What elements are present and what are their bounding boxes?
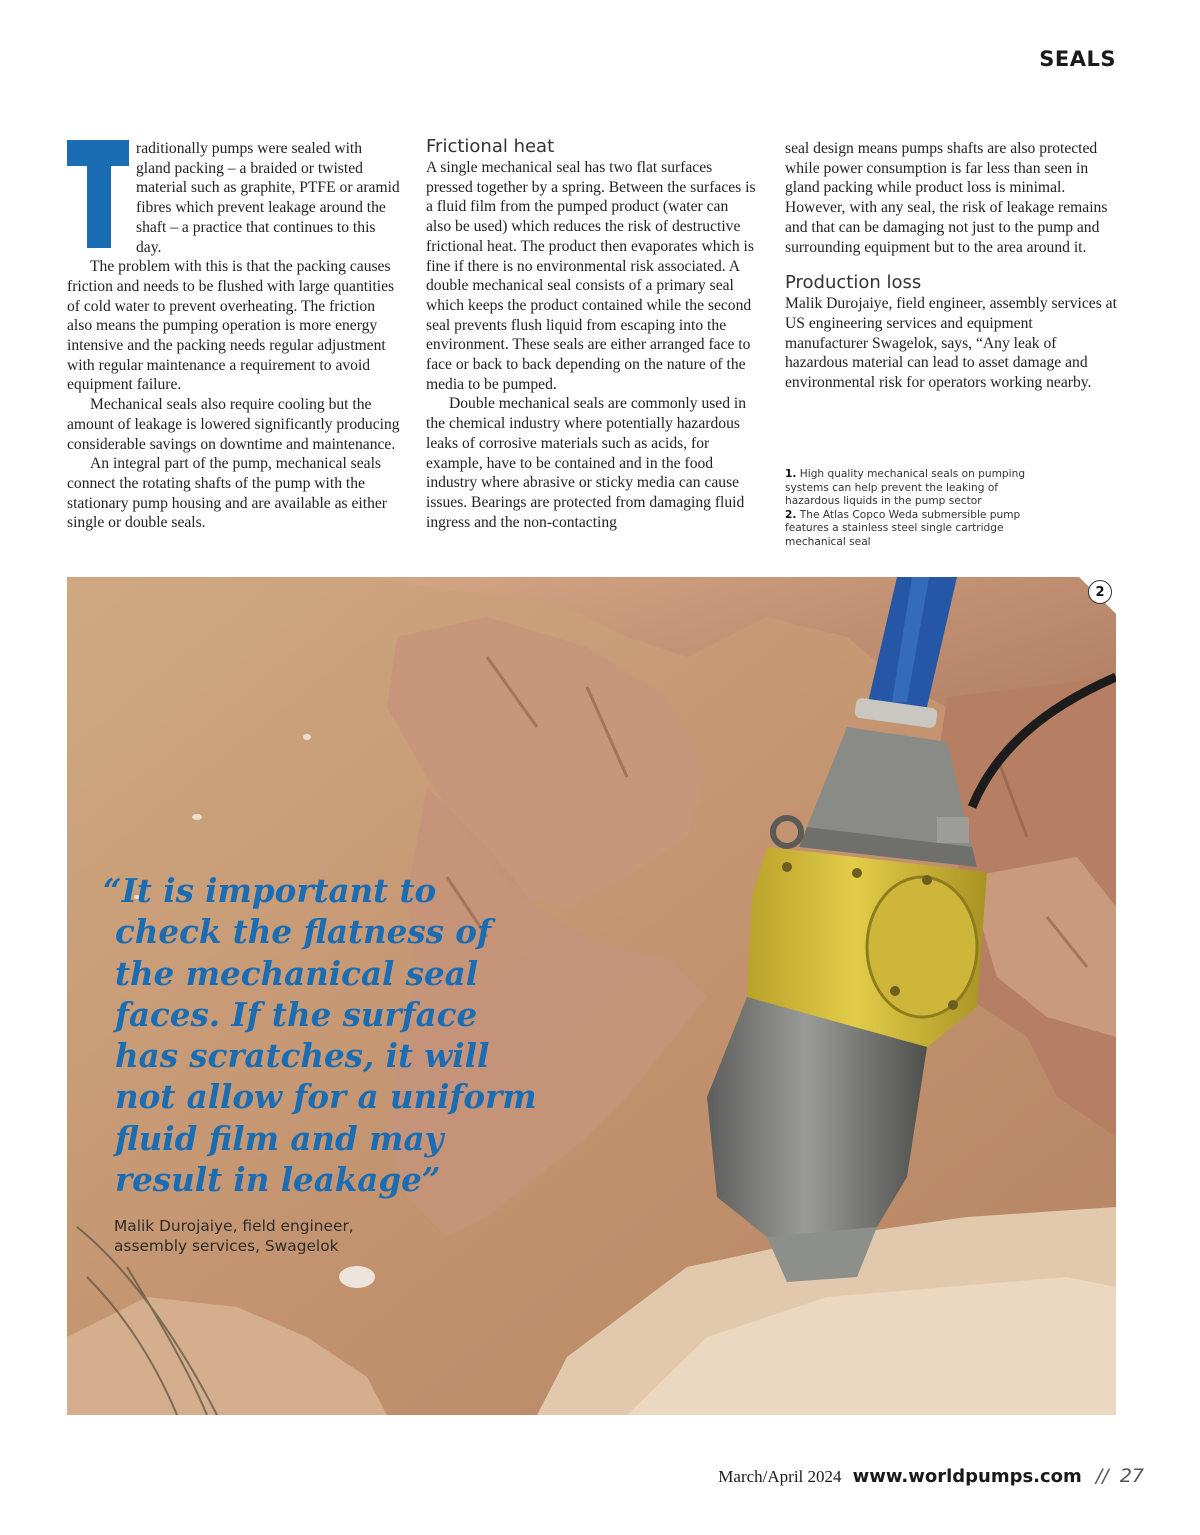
subhead-production-loss: Production loss [785,272,922,294]
article-column-1 [67,139,400,533]
pull-quote-attribution [114,1216,414,1256]
caption-number: 2. [785,508,797,521]
pull-quote-line: check the flatness of [115,912,491,952]
attribution-line: assembly services, Swagelok [114,1237,339,1255]
article-column-3 [785,139,1118,393]
photo-number-badge: 2 [1088,580,1112,604]
dropcap-glyph [67,140,129,248]
pull-quote-line: fluid film and may [115,1118,444,1158]
caption-text: High quality mechanical seals on pumping systems can help prevent the leaking of hazardous liquids in the pump sector [785,468,1026,508]
caption-number: 1. [785,468,797,480]
paragraph: A single mechanical seal has two flat surfaces pressed together by a spring. Between the surfaces is a fluid film from the pumped product (water can also be used) which reduces the risk of destructive frictional heat. The product then evaporates which is fine if there is no environmental risk associated. A double mechanical seal consists of a primary seal which keeps the product contained while the second seal prevents flush liquid from escaping into the environment. These seals are either arranged face to face or back to back depending on the nature of the media to be pumped. [426,159,756,393]
caption-2 [785,509,1045,550]
pull-quote-line: the mechanical seal [115,953,479,993]
section-tag: SEALS [1039,47,1116,71]
website-url: www.worldpumps.com [852,1466,1082,1487]
page-footer [718,1465,1144,1487]
pull-quote-line: faces. If the surface [115,994,478,1034]
first-paragraph-text: raditionally pumps were sealed with gland packing – a braided or twisted material such as graphite, PTFE or aramid fibres which prevent leakage around the shaft – a practice that continues to this day. [136,140,400,256]
article-column-2 [426,136,756,532]
pull-quote-line: “It is important to [103,871,437,910]
pull-quote-line: result in leakage” [115,1160,441,1200]
paragraph: Malik Durojaiye, field engineer, assembly services at US engineering services and equipment manufacturer Swagelok, says, “Any leak of hazardous material can lead to asset damage and environmental risk for operators working nearby. [785,295,1117,392]
photo-captions [785,468,1045,550]
pull-quote-line: has scratches, it will [115,1036,490,1076]
paragraph: An integral part of the pump, mechanical seals connect the rotating shafts of the pump with the stationary pump housing and are available as either single or double seals. [67,455,387,532]
paragraph [67,139,400,257]
paragraph: seal design means pumps shafts are also protected while power consumption is far less than seen in gland packing while product loss is minimal. However, with any seal, the risk of leakage remains and that can be damaging not just to the pump and surrounding equipment but to the area around it. [785,140,1108,256]
issue-date: March/April 2024 [718,1467,842,1486]
paragraph: Double mechanical seals are commonly used in the chemical industry where potentially hazardous leaks of corrosive materials such as acids, for example, have to be contained and in the food industry where abrasive or sticky media can cause issues. Bearings are protected from damaging fluid ingress and the non-contacting [426,395,747,531]
pull-quote-line: not allow for a uniform [115,1077,537,1117]
paragraph: Mechanical seals also require cooling but the amount of leakage is lowered significantly producing considerable savings on downtime and maintenance. [67,396,400,453]
caption-text: The Atlas Copco Weda submersible pump features a stainless steel single cartridge mechanical seal [785,508,1021,548]
footer-separator: // [1095,1465,1109,1487]
dropcap-t [67,140,129,248]
subhead-frictional-heat: Frictional heat [426,136,555,157]
pull-quote [103,870,543,1200]
attribution-line: Malik Durojaiye, field engineer, [114,1217,354,1235]
page-number: 27 [1119,1465,1144,1487]
caption-1 [785,468,1045,509]
paragraph: The problem with this is that the packing causes friction and needs to be flushed with large quantities of cold water to prevent overheating. The friction also means the pumping operation is more energy intensive and the packing needs regular adjustment with regular maintenance a requirement to avoid equipment failure. [67,258,395,394]
